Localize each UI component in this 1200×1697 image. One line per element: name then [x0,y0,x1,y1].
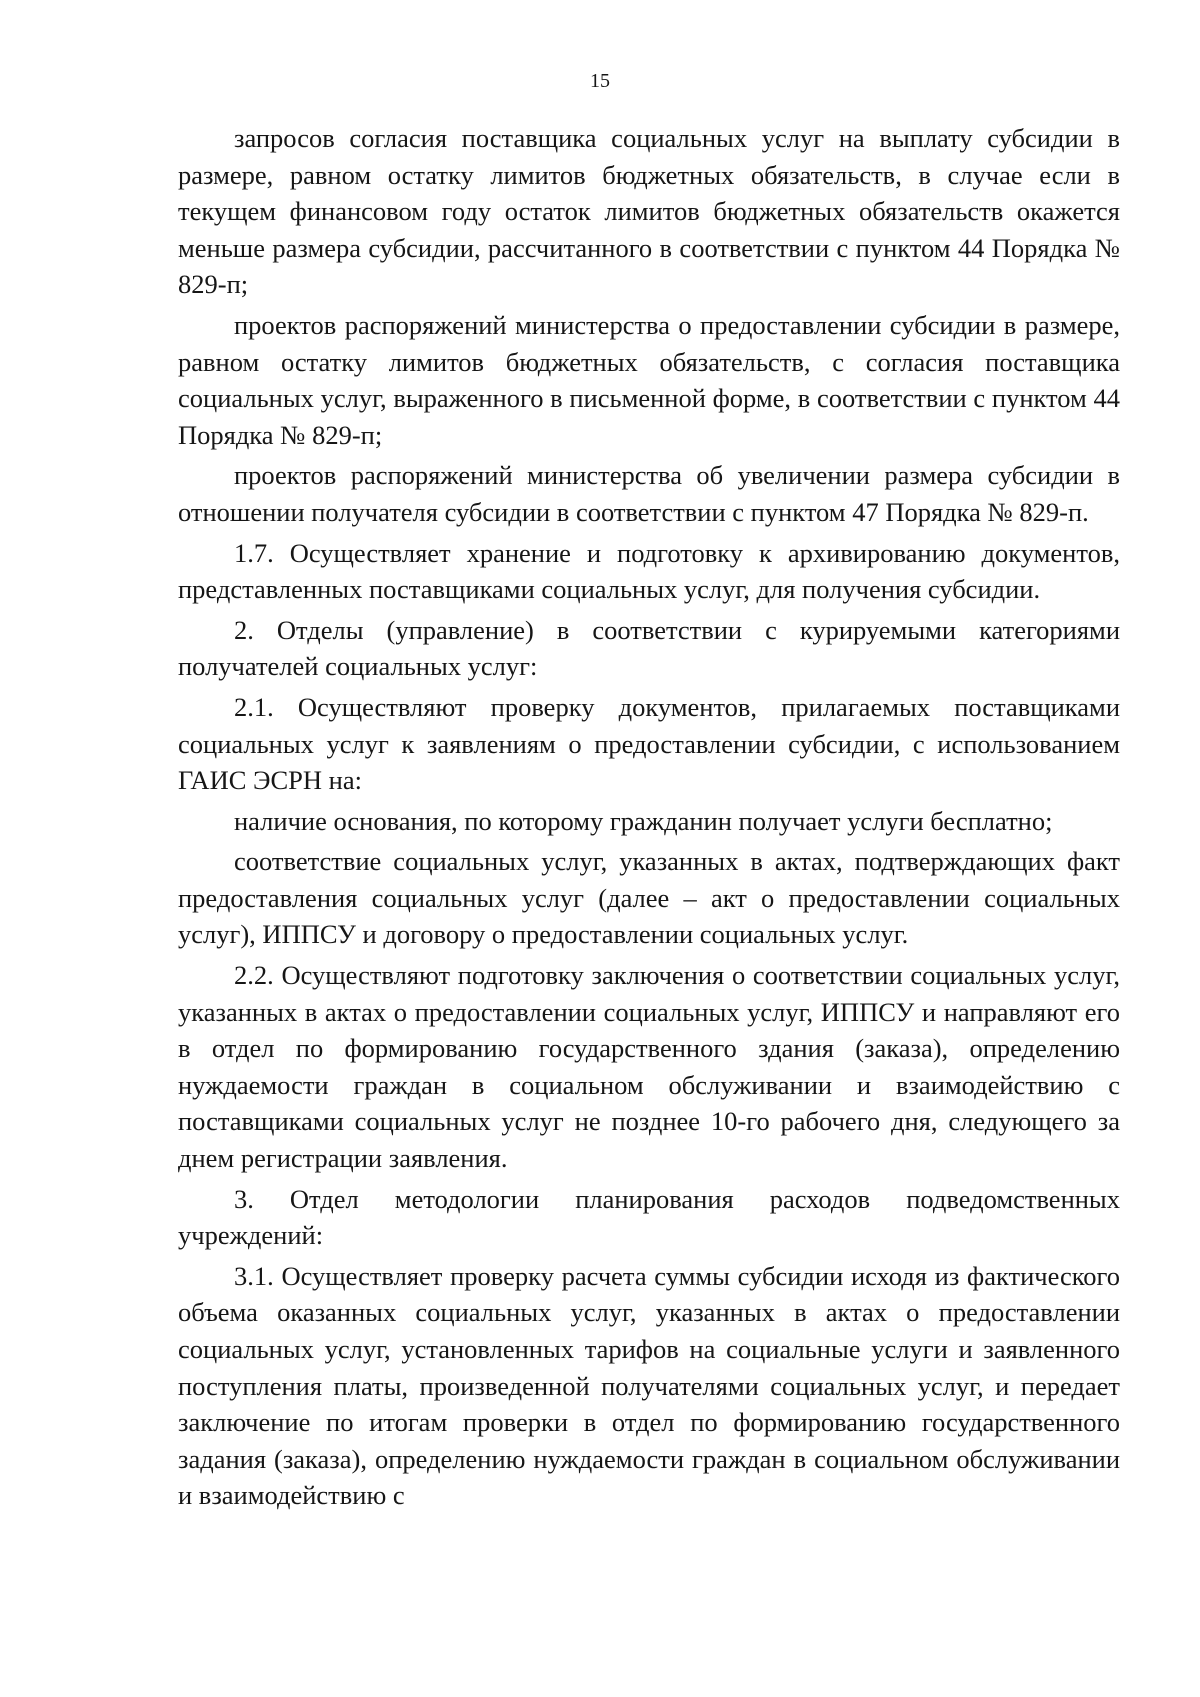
page-number: 15 [590,70,610,92]
paragraph-draft-orders-increase: проектов распоряжений министерства об увеличении размера субсидии в отношении получателя субсидии в соответствии с пунктом 47 Порядка № 829-п. [178,460,1120,527]
paragraph-services-compliance: соответствие социальных услуг, указанных в актах, подтверждающих факт предоставления социальных услуг (далее – акт о предоставлении социальных услуг), ИППСУ и договору о предоставлении социальных услуг. [178,846,1120,950]
paragraph-3: 3. Отдел методологии планирования расходов подведомственных учреждений: [178,1183,1120,1251]
paragraph-2-2: 2.2. Осуществляют подготовку заключения о соответствии социальных услуг, указанных в актах о предоставлении социальных услуг, ИППСУ и направляют его в отдел по формированию государственного здания (заказа), определению нуждаемости граждан в социальном обслуживании и взаимодействию с поставщиками социальных услуг не позднее 10-го рабочего дня, следующего за днем регистрации заявления. [178,960,1120,1174]
paragraph-2-1: 2.1. Осуществляют проверку документов, прилагаемых поставщиками социальных услуг к заявлениям о предоставлении субсидии, с использованием ГАИС ЭСРН на: [178,691,1120,796]
paragraph-requests-consent: запросов согласия поставщика социальных услуг на выплату субсидии в размере, равном остатку лимитов бюджетных обязательств, в случае если в текущем финансовом году остаток лимитов бюджетных обязательств окажется меньше размера субсидии, рассчитанного в соответствии с пунктом 44 Порядка № 829-п; [178,123,1120,300]
paragraph-2: 2. Отделы (управление) в соответствии с курируемыми категориями получателей социальных услуг: [178,614,1120,682]
paragraph-1-7: 1.7. Осуществляет хранение и подготовку к архивированию документов, представленных поставщиками социальных услуг, для получения субсидии. [178,537,1120,605]
paragraph-3-1: 3.1. Осуществляет проверку расчета суммы субсидии исходя из фактического объема оказанных социальных услуг, указанных в актах о предоставлении социальных услуг, установленных тарифов на социальные услуги и заявленного поступления платы, произведенной получателями социальных услуг, и передает заключение по итогам проверки в отдел по формированию государственного задания (заказа), определению нуждаемости граждан в социальном обслуживании и взаимодействию с [178,1260,1120,1511]
paragraph-draft-orders-remaining-limits: проектов распоряжений министерства о предоставлении субсидии в размере, равном остатку лимитов бюджетных обязательств, с согласия поставщика социальных услуг, выраженного в письменной форме, в соответствии с пунктом 44 Порядка № 829-п; [178,309,1120,450]
paragraph-basis-free-services: наличие основания, по которому гражданин получает услуги бесплатно; [234,805,1053,836]
document-body [178,120,1120,1518]
